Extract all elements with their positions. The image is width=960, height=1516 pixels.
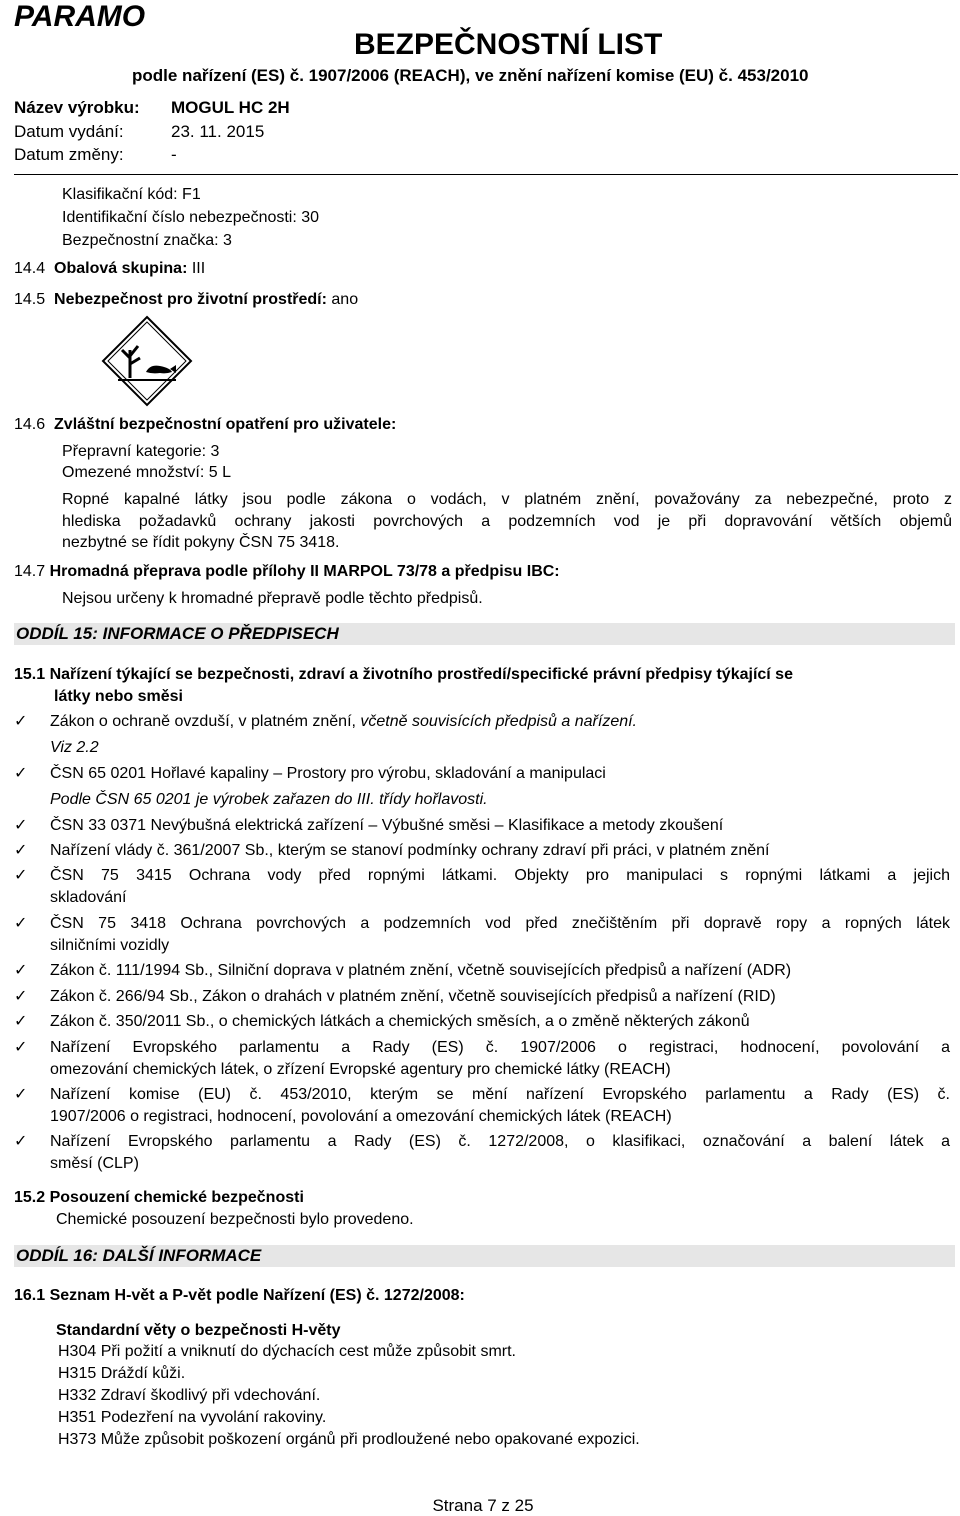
safety-mark: Bezpečnostní značka: 3 — [62, 232, 232, 249]
regulation-text-part: Nařízení Evropského parlamentu a Rady (ES) č. 1272/2008, o klasifikaci, označování a balení látek a — [50, 1133, 950, 1150]
h-statement: H351 Podezření na vyvolání rakoviny. — [58, 1409, 327, 1426]
regulation-text-part: Nařízení komise (EU) č. 453/2010, kterým se mění nařízení Evropského parlamentu a Rady (ES) č. — [50, 1086, 950, 1103]
classification-code: Klasifikační kód: F1 — [62, 186, 201, 203]
regulation-item — [50, 1131, 950, 1175]
section-14-4 — [14, 258, 205, 280]
environmental-hazard-label: Nebezpečnost pro životní prostředí: — [54, 291, 327, 308]
regulation-text — [50, 815, 950, 837]
issue-date-label: Datum vydání: — [14, 122, 124, 141]
regulation-text-part: ČSN 65 0201 Hořlavé kapaliny – Prostory pro výrobu, skladování a manipulaci — [50, 765, 606, 782]
bulk-transport-label: Hromadná přeprava podle přílohy II MARPOL 73/78 a předpisu IBC: — [49, 563, 560, 580]
regulation-item — [50, 865, 950, 909]
paragraph-line: hlediska požadavků ochrany jakosti povrchových a podzemních vod je při dopravování větších objemů — [62, 512, 952, 530]
section-number: 16.1 — [14, 1287, 46, 1304]
regulation-text-part: Zákon č. 111/1994 Sb., Silniční doprava v platném znění, včetně souvisejících předpisů a nařízení (ADR) — [50, 962, 792, 979]
regulation-item — [50, 1084, 950, 1128]
check-icon: ✓ — [14, 962, 28, 979]
section-number: 14.5 — [14, 291, 46, 308]
product-name-label: Název výrobku: — [14, 98, 140, 117]
regulation-text — [50, 913, 950, 935]
product-name-value: MOGUL HC 2H — [171, 98, 290, 117]
header-divider — [14, 174, 958, 175]
environmental-hazard-value: ano — [331, 291, 359, 308]
hazard-id-number: Identifikační číslo nebezpečnosti: 30 — [62, 209, 320, 226]
check-icon: ✓ — [14, 842, 28, 859]
section-number: 15.1 — [14, 666, 46, 683]
section-16-1 — [14, 1285, 465, 1307]
section-15-1 — [14, 664, 954, 708]
check-icon: ✓ — [14, 713, 28, 730]
check-icon: ✓ — [14, 867, 28, 884]
section-15-1-title-line — [14, 664, 954, 686]
check-icon: ✓ — [14, 1039, 28, 1056]
bulk-transport-text: Nejsou určeny k hromadné přepravě podle těchto předpisů. — [62, 590, 483, 607]
regulation-text-part: Zákon o ochraně ovzduší, v platném znění, — [50, 713, 361, 730]
change-date-row — [14, 145, 177, 165]
document-title: BEZPEČNOSTNÍ LIST — [354, 28, 663, 61]
section-title: Nařízení týkající se bezpečnosti, zdraví a životního prostředí/specifické právní předpisy týkající se — [49, 666, 793, 683]
regulation-text-part: ČSN 33 0371 Nevýbušná elektrická zařízení – Výbušné směsi – Klasifikace a metody zkoušení — [50, 817, 724, 834]
section-number: 14.4 — [14, 260, 46, 277]
regulation-text — [50, 1084, 950, 1106]
regulation-text-continued: směsí (CLP) — [50, 1155, 139, 1172]
paragraph-line: Ropné kapalné látky jsou podle zákona o vodách, v platném znění, považovány za nebezpečné, proto z — [62, 491, 952, 508]
regulation-text-continued: skladování — [50, 889, 127, 906]
regulation-text-italic: včetně souvisících předpisů a nařízení. — [360, 713, 637, 730]
document-subtitle: podle nařízení (ES) č. 1907/2006 (REACH), ve znění nařízení komise (EU) č. 453/2010 — [132, 66, 809, 85]
regulation-item — [50, 1037, 950, 1081]
check-icon: ✓ — [14, 817, 28, 834]
regulation-text-part: ČSN 75 3418 Ochrana povrchových a podzemních vod před znečištěním při dopravě ropy a ropných látek — [50, 915, 950, 932]
regulation-item — [50, 960, 950, 982]
regulation-text-part: Nařízení Evropského parlamentu a Rady (ES) č. 1907/2006 o registraci, hodnocení, povolování a — [50, 1039, 950, 1056]
regulation-text — [50, 711, 950, 733]
h-statement: H304 Při požití a vniknutí do dýchacích cest může způsobit smrt. — [58, 1343, 516, 1360]
h-statements-heading: Standardní věty o bezpečnosti H-věty — [56, 1322, 341, 1339]
h-statement: H373 Může způsobit poškození orgánů při prodloužené nebo opakované expozici. — [58, 1431, 640, 1448]
oil-water-paragraph — [62, 489, 952, 554]
regulation-text-continued: omezování chemických látek, o zřízení Evropské agentury pro chemické látky (REACH) — [50, 1061, 671, 1078]
regulation-item — [50, 913, 950, 957]
section-title: Seznam H-vět a P-vět podle Nařízení (ES) č. 1272/2008: — [49, 1287, 465, 1304]
regulation-text-part: Zákon č. 350/2011 Sb., o chemických látkách a chemických směsích, a o změně některých zákonů — [50, 1013, 750, 1030]
section-14-7 — [14, 561, 560, 583]
regulation-text — [50, 865, 950, 887]
issue-date-value: 23. 11. 2015 — [171, 122, 265, 141]
check-icon: ✓ — [14, 1013, 28, 1030]
change-date-label: Datum změny: — [14, 145, 124, 164]
check-icon: ✓ — [14, 988, 28, 1005]
issue-date-row — [14, 122, 264, 142]
page-number: Strana 7 z 25 — [432, 1496, 534, 1515]
section-number: 14.6 — [14, 416, 46, 433]
regulation-text-continued: Podle ČSN 65 0201 je výrobek zařazen do III. třídy hořlavosti. — [50, 791, 488, 808]
regulation-item — [50, 763, 950, 811]
section-15-1-title-line: látky nebo směsi — [54, 688, 183, 705]
check-icon: ✓ — [14, 765, 28, 782]
section-number: 14.7 — [14, 563, 46, 580]
regulation-text — [50, 986, 950, 1008]
paragraph-line: nezbytné se řídit pokyny ČSN 75 3418. — [62, 534, 340, 551]
section-14-5 — [14, 289, 358, 311]
h-statement: H315 Dráždí kůži. — [58, 1365, 186, 1382]
regulation-text-part: ČSN 75 3415 Ochrana vody před ropnými látkami. Objekty pro manipulaci s ropnými látkami a jejich — [50, 867, 950, 884]
packing-group-value: III — [191, 260, 206, 277]
chemical-safety-text: Chemické posouzení bezpečnosti bylo provedeno. — [56, 1211, 414, 1228]
section-title: Posouzení chemické bezpečnosti — [49, 1189, 304, 1206]
regulation-text-continued: Viz 2.2 — [50, 739, 99, 756]
section-15-header: ODDÍL 15: INFORMACE O PŘEDPISECH — [14, 623, 955, 645]
regulation-text — [50, 1131, 950, 1153]
regulation-item — [50, 986, 950, 1008]
regulation-item — [50, 711, 950, 759]
check-icon: ✓ — [14, 1086, 28, 1103]
transport-category: Přepravní kategorie: 3 — [62, 443, 220, 460]
paramo-logo — [14, 2, 214, 30]
special-precautions-label: Zvláštní bezpečnostní opatření pro uživatele: — [54, 416, 397, 433]
section-15-2 — [14, 1187, 304, 1209]
product-name-row — [14, 98, 290, 118]
regulation-text — [50, 763, 950, 785]
section-number: 15.2 — [14, 1189, 46, 1206]
regulation-text — [50, 960, 950, 982]
regulation-item — [50, 1011, 950, 1033]
check-icon: ✓ — [14, 915, 28, 932]
regulation-item — [50, 840, 950, 862]
regulation-text-part: Zákon č. 266/94 Sb., Zákon o drahách v platném znění, včetně souvisejících předpisů a nařízení (RID) — [50, 988, 776, 1005]
check-icon: ✓ — [14, 1133, 28, 1150]
regulation-text-part: Nařízení vlády č. 361/2007 Sb., kterým se stanoví podmínky ochrany zdraví při práci, v platném znění — [50, 842, 770, 859]
change-date-value: - — [171, 145, 177, 164]
regulation-text — [50, 1037, 950, 1059]
section-14-6 — [14, 414, 396, 436]
regulation-text — [50, 840, 950, 862]
regulation-item — [50, 815, 950, 837]
packing-group-label: Obalová skupina: — [54, 260, 188, 277]
section-16-header: ODDÍL 16: DALŠÍ INFORMACE — [14, 1245, 955, 1267]
regulation-text — [50, 1011, 950, 1033]
h-statement: H332 Zdraví škodlivý při vdechování. — [58, 1387, 321, 1404]
svg-text:PARAMO: PARAMO — [14, 2, 146, 30]
environment-hazard-icon — [100, 314, 194, 408]
regulation-text-continued: silničními vozidly — [50, 937, 170, 954]
regulation-text-continued: 1907/2006 o registraci, hodnocení, povolování a omezování chemických látek (REACH) — [50, 1108, 672, 1125]
limited-quantity: Omezené množství: 5 L — [62, 464, 231, 481]
